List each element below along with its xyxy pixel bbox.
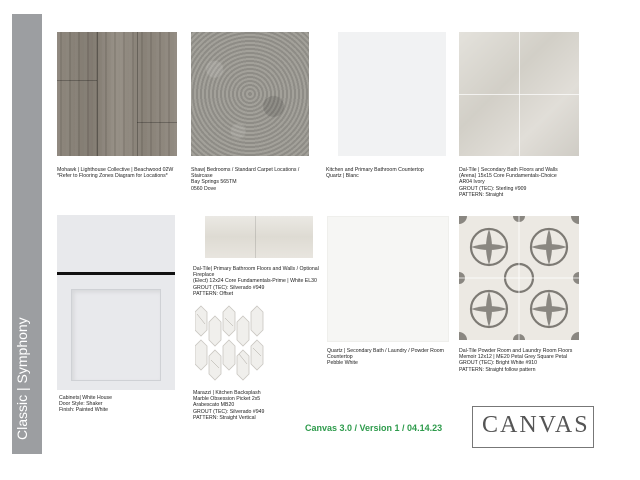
lvp-flooring-swatch xyxy=(57,32,177,156)
kitchen-backsplash-caption xyxy=(193,390,264,421)
lvp-flooring-caption xyxy=(57,167,173,179)
caption-line: AR04 Ivory xyxy=(459,179,485,186)
caption-line: *Refer to Flooring Zones Diagram for Locations* xyxy=(57,173,168,180)
caption-line: 0560 Dove xyxy=(191,185,217,192)
caption-line: Arabescato MB20 xyxy=(193,402,235,409)
powder-room-tile-caption xyxy=(459,348,572,373)
caption-line: Mohawk | Lighthouse Collective | Beachwood 02W xyxy=(57,167,174,173)
caption-line: PATTERN: Straight Vertical xyxy=(193,414,256,421)
caption-line: Dal-Tile| Primary Bathroom Floors and Walls / Optional xyxy=(193,266,319,272)
caption-line: Bay Springs 565TM xyxy=(191,179,237,186)
caption-line: PATTERN: Offset xyxy=(193,290,234,297)
caption-line: Cabinets| White House xyxy=(59,395,112,401)
secondary-bath-countertop-swatch xyxy=(327,216,449,342)
caption-line: Marble Obsession Picket 2x5 xyxy=(193,396,261,403)
caption-line: Countertop xyxy=(327,354,353,361)
caption-line: GROUT (TEC): Bright White #910 xyxy=(459,360,538,367)
secondary-bath-floor-tile-swatch xyxy=(459,32,579,156)
caption-line: Finish: Painted White xyxy=(59,407,109,414)
version-label: Canvas 3.0 / Version 1 / 04.14.23 xyxy=(305,423,443,433)
caption-line: Dal-Tile Powder Room and Laundry Room Floors xyxy=(459,348,573,354)
caption-line: Shaw| Bedrooms / Standard Carpet Locations / xyxy=(191,167,300,173)
kitchen-countertop-swatch xyxy=(338,32,446,156)
caption-line: (Arena) 15x15 Core Fundamentals-Choice xyxy=(459,173,557,180)
carpet-caption xyxy=(191,167,299,192)
caption-line: Dal-Tile | Secondary Bath Floors and Walls xyxy=(459,167,558,173)
caption-line: Fireplace xyxy=(193,272,215,279)
carpet-swatch xyxy=(191,32,309,156)
caption-line: Marazzi | Kitchen Backsplash xyxy=(193,390,261,396)
caption-line: PATTERN: Straight follow pattern xyxy=(459,366,536,373)
caption-line: Quartz | Blanc xyxy=(326,173,359,180)
cabinets-caption xyxy=(59,395,112,414)
caption-line: (Elect) 12x24 Core Fundamentals-Prime | White EL30 xyxy=(193,278,317,285)
caption-line: GROUT (TEC): Silverado #949 xyxy=(193,284,265,291)
primary-bath-tile-caption xyxy=(193,266,319,297)
caption-line: Quartz | Secondary Bath / Laundry / Powder Room xyxy=(327,348,444,354)
kitchen-backsplash-swatch xyxy=(195,304,267,386)
caption-line: Pebble White xyxy=(327,360,358,367)
caption-line: Staircase xyxy=(191,173,213,180)
sidebar-title: Classic | Symphony xyxy=(14,317,30,440)
caption-line: Kitchen and Primary Bathroom Countertop xyxy=(326,167,424,173)
primary-bath-tile-swatch xyxy=(205,216,313,258)
caption-line: PATTERN: Straight xyxy=(459,191,504,198)
caption-line: GROUT (TEC): Sterling #909 xyxy=(459,185,527,192)
cabinets-swatch xyxy=(57,215,175,390)
kitchen-countertop-caption xyxy=(326,167,424,179)
caption-line: Door Style: Shaker xyxy=(59,401,103,408)
powder-room-tile-swatch xyxy=(459,216,579,340)
caption-line: Memoir 12x12 | ME20 Petal Grey Square Petal xyxy=(459,354,568,361)
canvas-logo-text: CANVAS xyxy=(482,412,590,438)
caption-line: GROUT (TEC): Silverado #949 xyxy=(193,408,265,415)
secondary-bath-floor-tile-caption xyxy=(459,167,558,198)
secondary-bath-countertop-caption xyxy=(327,348,444,367)
